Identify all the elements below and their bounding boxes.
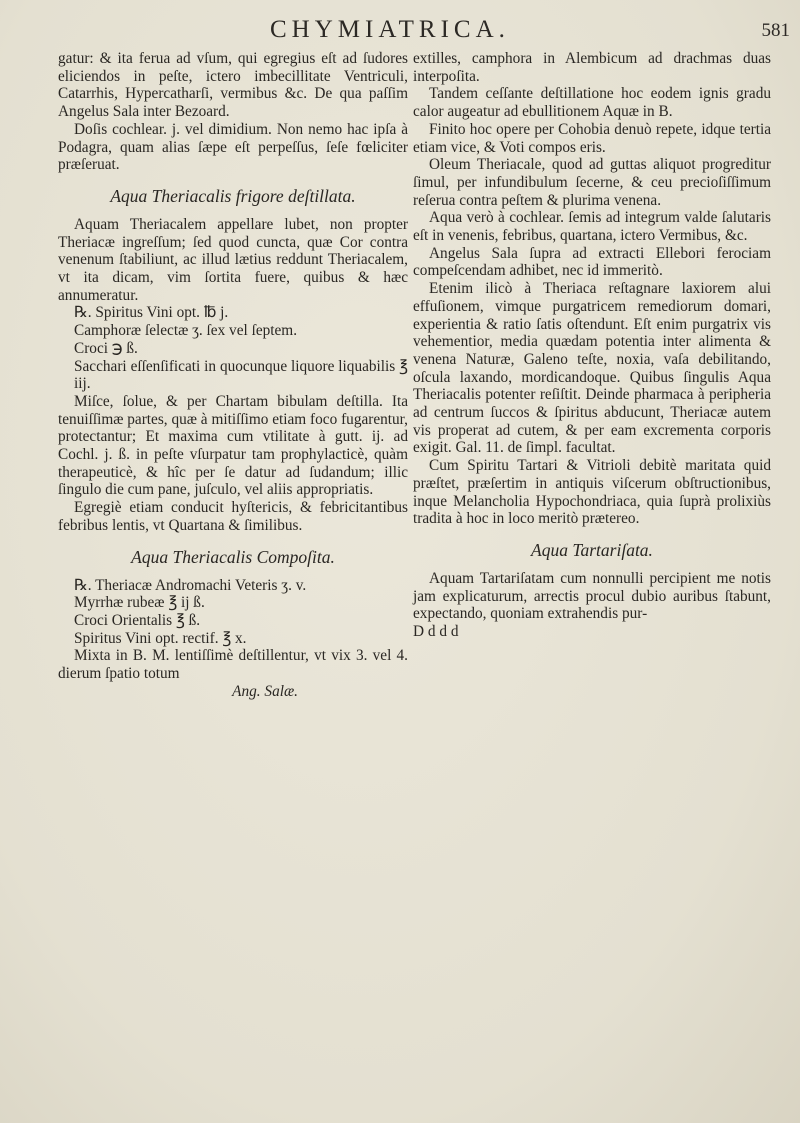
paragraph: Miſce, ſolue, & per Chartam bibulam deſtilla. Ita tenuiſſimæ partes, quæ à mitiſſimo etiam foco fugarentur, protectantur; Et maxima cum vtilitate à gutt. ij. ad Cochl. j. ß. in peſte vſurpatur tam prophylacticè, quàm therapeuticè, & hîc per ſe datur ad ſudandum; illic ſingulo die cum pane, juſculo, vel aliis appropriatis. [58, 392, 408, 499]
section-heading: Aqua Theriacalis frigore deſtillata. [110, 185, 356, 206]
paragraph: Cum Spiritu Tartari & Vitrioli debitè maritata quid præſtet, præſertim in antiquis viſcerum obſtructionibus, inque Melancholia Hypochondriaca, quia ſuprà prolixiùs tradita à hoc in loco meritò prætereo. [413, 457, 771, 528]
page-number: 581 [761, 20, 790, 41]
paragraph: Mixta in B. M. lentiſſimè deſtillentur, vt vix 3. vel 4. dierum ſpatio totum [58, 647, 408, 683]
paragraph: Angelus Sala ſupra ad extracti Ellebori ferociam compeſcendam adhibet, nec id immeritò. [413, 244, 771, 280]
recipe-line: Sacchari eſſenſificati in quocunque liquore liquabilis ℥ iij. [74, 357, 408, 393]
recipe-line: Croci Orientalis ℥ ß. [74, 611, 201, 629]
section-heading: Aqua Theriacalis Compoſita. [131, 546, 335, 567]
paragraph: Finito hoc opere per Cohobia denuò repete, idque tertia etiam vice, & Voti compos eris. [413, 120, 771, 156]
paragraph: Aqua verò à cochlear. ſemis ad integrum valde ſalutaris eſt in venenis, febribus, quartana, ictero Vermibus, &c. [413, 209, 771, 245]
paragraph: Aquam Theriacalem appellare lubet, non propter Theriacæ ingreſſum; ſed quod cuncta, quæ Cor contra venenum ſtabiliunt, ac illud lætius reddunt Theriacalem, vt ita dicam, vim ſortita fuere, quibus & hæc annumeratur. [58, 215, 408, 304]
recipe-line: ℞. Theriacæ Andromachi Veteris ʒ. v. [74, 576, 307, 594]
recipe-line: Myrrhæ rubeæ ℥ ij ß. [74, 594, 205, 612]
paragraph: Tandem ceſſante deſtillatione hoc eodem ignis gradu calor augeatur ad ebullitionem Aquæ in B. [413, 85, 771, 121]
paragraph: extilles, camphora in Alembicum ad drachmas duas interpoſita. [413, 50, 771, 85]
recipe-line: Croci ℈ ß. [74, 339, 138, 357]
running-head: CHYMIATRICA. [270, 16, 510, 43]
right-column [413, 50, 771, 641]
paragraph: Doſis cochlear. j. vel dimidium. Non nemo hac ipſa à Podagra, quam alias ſæpe eſt perpeſſus, ſeſe fœliciter præſeruat. [58, 120, 408, 174]
paragraph: gatur: & ita ferua ad vſum, qui egregius eſt ad ſudores eliciendos in peſte, ictero imbecillitate Ventriculi, Catarrhis, Hypercatharſi, vermibus &c. De qua paſſim Angelus Sala inter Bezoard. [58, 50, 408, 121]
paragraph: Egregiè etiam conducit hyſtericis, & febricitantibus febribus lentis, vt Quartana & ſimilibus. [58, 499, 408, 534]
paragraph: Aquam Tartariſatam cum nonnulli percipient me notis jam explicaturum, arrectis procul dubio auribus ſtabunt, expectando, quoniam extrahendis pur- [413, 569, 771, 623]
catchword: Ang. Salæ. [232, 682, 298, 700]
page-header [270, 16, 790, 50]
left-column [58, 50, 408, 701]
paragraph: Etenim ilicò à Theriaca reſtagnare laxiorem alui effuſionem, vimque purgatricem remediorum domari, experientia & ratio ſatis oſtendunt. Eſt enim purgatrix vis vehementior, media quædam potentia inter alimenta & venena Naturæ, Galeno teſte, noxia, vaſa debilitando, oſcula laxando, mordicandoque. Quibus ſingulis Aqua Theriacalis potenter reſiſtit. Deinde pharmaca à peripheria ad centrum ſuccos & ſpiritus abducunt, Theriacæ autem vis properat ad cutem, & per eam excrementa corporis exigit. Gal. 11. de ſimpl. facultat. [413, 280, 771, 457]
recipe-line: Spiritus Vini opt. rectif. ℥ x. [74, 629, 247, 647]
paragraph: Oleum Theriacale, quod ad guttas aliquot progreditur ſimul, per infundibulum ſecerne, & ceu precioſiſſimum reſerua contra peſtem & plurima venena. [413, 156, 771, 209]
recipe-line: Camphoræ ſelectæ ʒ. ſex vel ſeptem. [74, 322, 298, 340]
signature-mark: D d d d [413, 623, 459, 641]
recipe-line: ℞. Spiritus Vini opt. ℔ j. [74, 304, 229, 322]
section-heading: Aqua Tartariſata. [531, 539, 653, 560]
